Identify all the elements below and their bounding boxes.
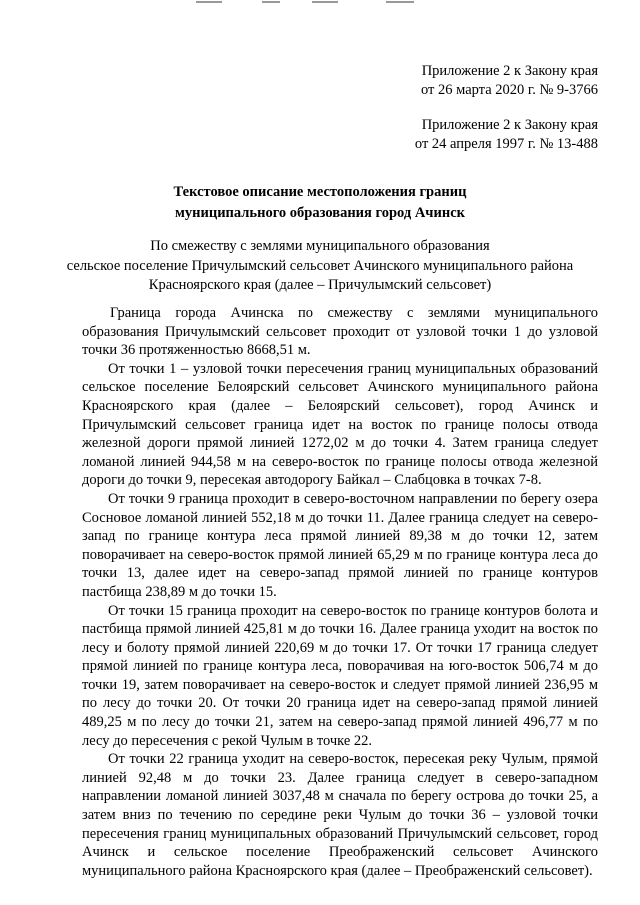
subtitle-line: По смежеству с землями муниципального образования xyxy=(150,238,490,254)
section-subtitle xyxy=(0,237,640,296)
body-paragraph: Граница города Ачинска по смежеству с землями муниципального образования Причулымский сельсовет проходит от узловой точки 1 до узловой точки 36 протяженностью 8668,51 м. xyxy=(82,305,598,359)
appendix-line: Приложение 2 к Закону края xyxy=(421,117,598,133)
subtitle-line: Красноярского края (далее – Причулымский сельсовет) xyxy=(148,277,492,293)
appendix-line: от 26 марта 2020 г. № 9-3766 xyxy=(420,82,598,98)
document-title xyxy=(0,182,640,224)
title-line: Текстовое описание местоположения границ xyxy=(173,184,467,200)
body-paragraph: От точки 1 – узловой точки пересечения границ муниципальных образований сельское поселение Белоярский сельсовет Ачинского муниципального района Красноярского края (далее – Белоярский сельсовет), город Ачинск и Причулымский сельсовет граница идет на восток по границе полосы отвода железной дороги прямой линией 1272,02 м до точки 4. Затем граница следует ломаной линией 944,58 м на северо-восток по границе полосы отвода железной дороги до точки 9, пересекая автодорогу Байкал – Слабцовка в точках 7-8. xyxy=(82,360,598,489)
appendix-line: Приложение 2 к Закону края xyxy=(421,63,598,79)
title-line: муниципального образования город Ачинск xyxy=(175,205,465,221)
body-paragraph: От точки 22 граница уходит на северо-восток, пересекая реку Чулым, прямой линией 92,48 м до точки 23. Далее граница следует в северо-западном направлении ломаной линией 3037,48 м сначала по берегу острова до точки 25, а затем вниз по течению по середине реки Чулым до точки 36 – узловой точки пересечения границ муниципальных образований Причулымский сельсовет, город Ачинск и сельское поселение Преображенский сельсовет Ачинского муниципального района Красноярского края (далее – Преображенский сельсовет). xyxy=(82,751,598,879)
appendix-line: от 24 апреля 1997 г. № 13-488 xyxy=(414,136,598,152)
subtitle-line: сельское поселение Причулымский сельсовет Ачинского муниципального района xyxy=(66,257,574,274)
scan-edge-marks xyxy=(0,0,640,6)
body-paragraph: От точки 15 граница проходит на северо-восток по границе контуров болота и пастбища прямой линией 425,81 м до точки 16. Далее граница уходит на восток по лесу и болоту прямой линией 220,69 м до точки 17. От точки 17 граница следует прямой линией по границе контура леса, поворачивая на юго-восток 506,74 м до точки 19, затем поворачивает на северо-восток и следует прямой линией 236,95 м по лесу до точки 20. От точки 20 граница идет на северо-запад прямой линией 489,25 м по лесу до точки 21, затем на северо-запад прямой линией 496,77 м по лесу до пересечения с рекой Чулым в точке 22. xyxy=(82,602,598,749)
appendix-reference-current xyxy=(421,62,598,100)
appendix-reference-original xyxy=(415,116,598,154)
body-paragraph: От точки 9 граница проходит в северо-восточном направлении по берегу озера Сосновое ломаной линией 552,18 м до точки 11. Далее граница следует на северо-запад по границе контура леса прямой линией 89,38 м до точки 12, затем поворачивает на северо-восток прямой линией 65,29 м по границе контура леса до точки 13, далее идет на северо-запад прямой линией по границе контуров пастбища 238,89 м до точки 15. xyxy=(82,490,598,600)
document-body xyxy=(82,304,598,880)
